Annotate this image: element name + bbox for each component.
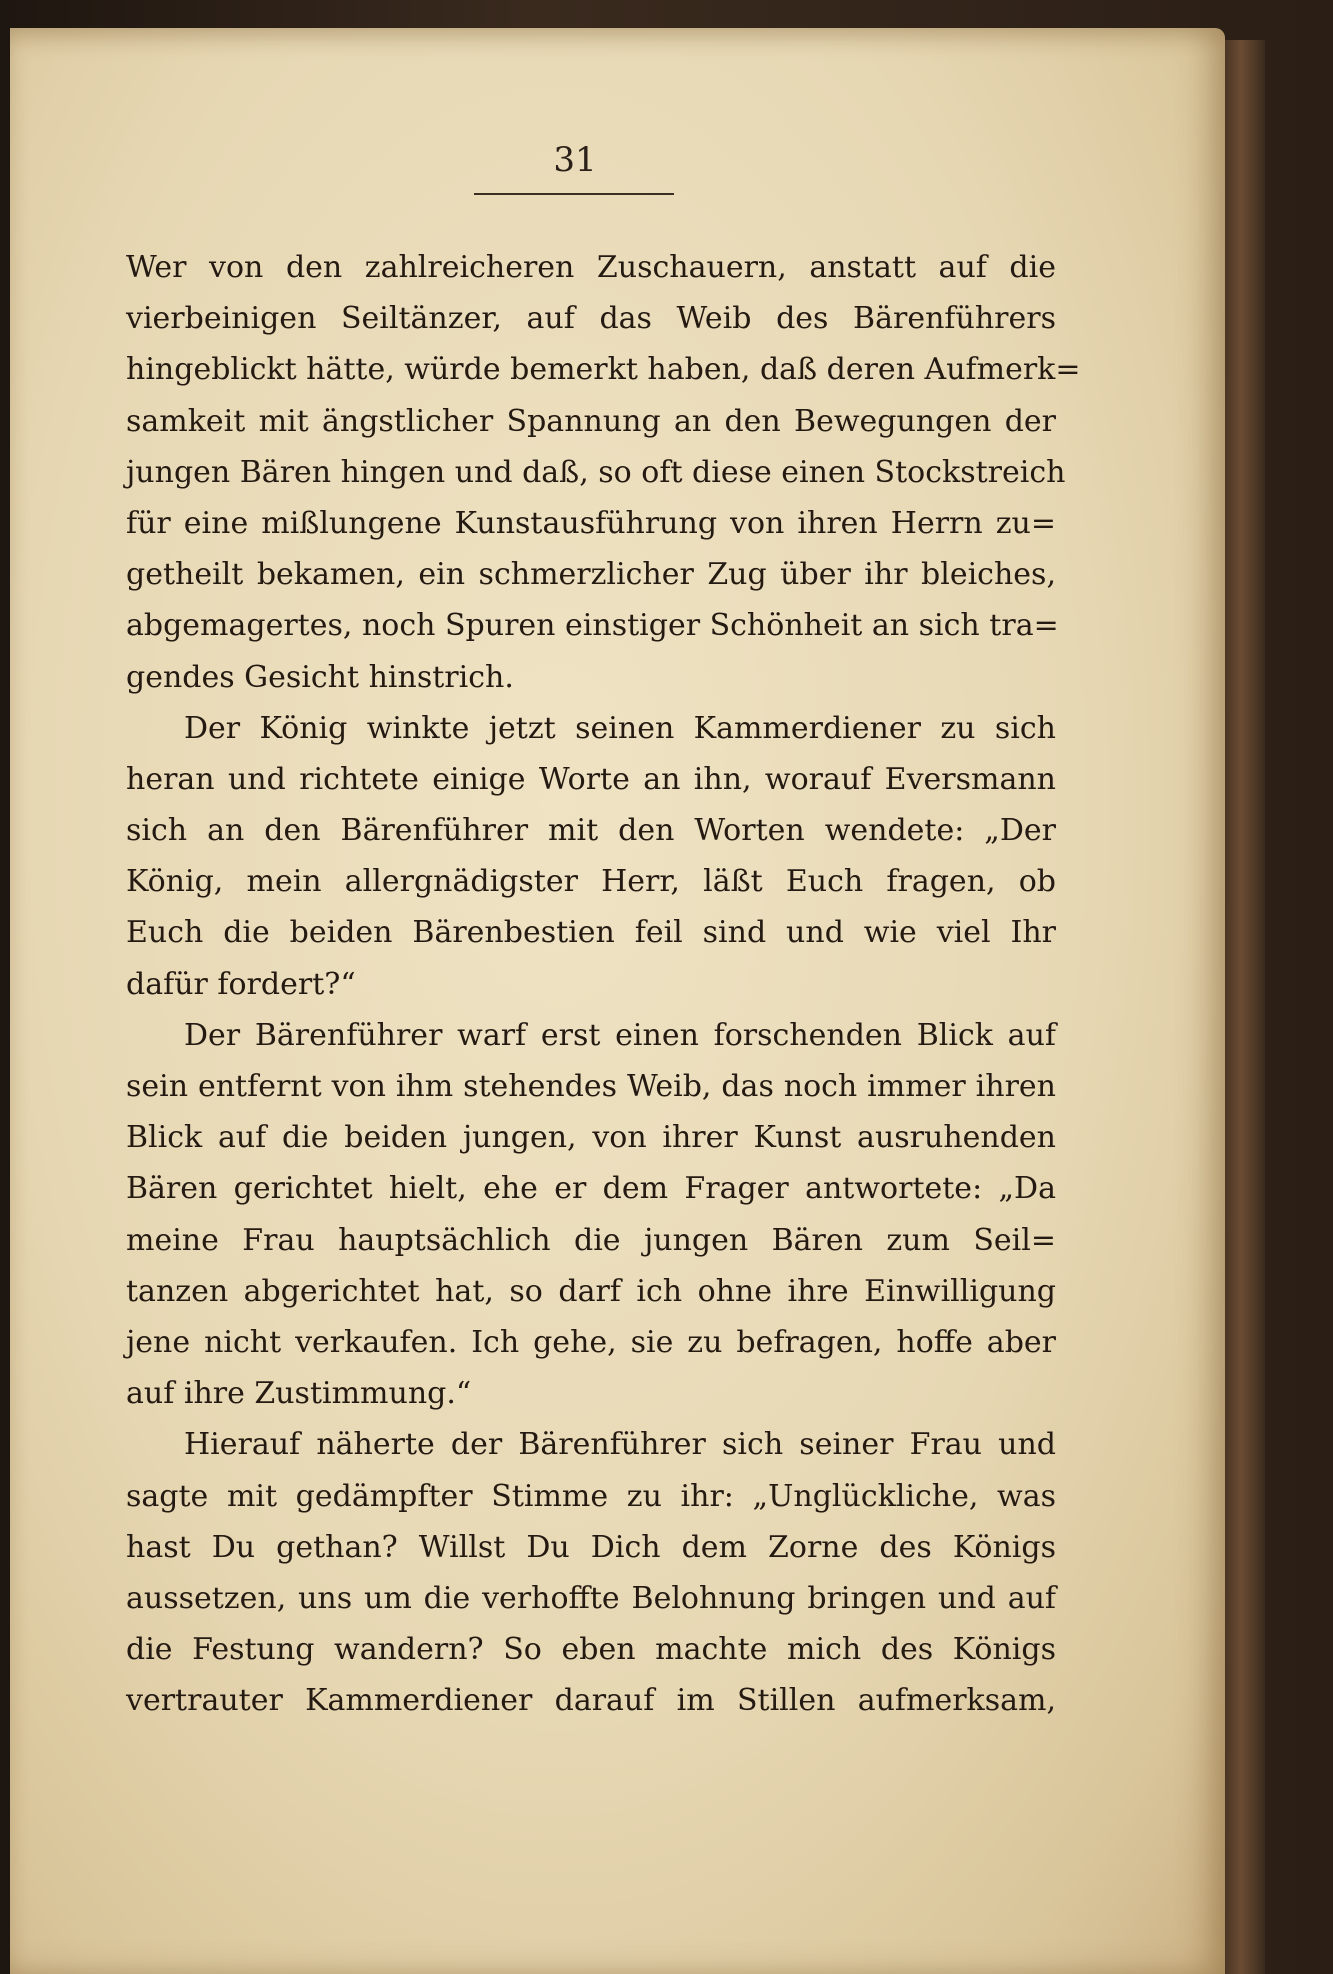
text-line: sich an den Bärenführer mit den Worten wendete: „Der xyxy=(126,813,1056,849)
text-line: vierbeinigen Seiltänzer, auf das Weib des Bärenführers xyxy=(126,301,1056,337)
text-line: Der König winkte jetzt seinen Kammerdiener zu sich xyxy=(184,710,1056,746)
text-line: sein entfernt von ihm stehendes Weib, das noch immer ihren xyxy=(126,1069,1056,1104)
text-line: abgemagertes, noch Spuren einstiger Schönheit an sich tra= xyxy=(126,608,1059,644)
text-line: König, mein allergnädigster Herr, läßt Euch fragen, ob xyxy=(126,864,1056,900)
text-line: getheilt bekamen, ein schmerzlicher Zug über ihr bleiches, xyxy=(126,557,1056,593)
text-line: Euch die beiden Bärenbestien feil sind und wie viel Ihr xyxy=(126,915,1056,951)
text-line: jungen Bären hingen und daß, so oft diese einen Stockstreich xyxy=(126,454,1066,490)
text-line: die Festung wandern? So eben machte mich des Königs xyxy=(126,1632,1056,1668)
text-line: Wer von den zahlreicheren Zuschauern, anstatt auf die xyxy=(126,250,1056,285)
text-line: meine Frau hauptsächlich die jungen Bären zum Seil= xyxy=(126,1222,1056,1258)
text-line: sagte mit gedämpfter Stimme zu ihr: „Unglückliche, was xyxy=(126,1478,1056,1514)
header-rule xyxy=(474,193,674,195)
text-line: heran und richtete einige Worte an ihn, worauf Eversmann xyxy=(126,761,1056,797)
text-line: hingeblickt hätte, würde bemerkt haben, daß deren Aufmerk= xyxy=(126,352,1081,388)
text-line: Hierauf näherte der Bärenführer sich seiner Frau und xyxy=(184,1427,1056,1463)
text-line: für eine mißlungene Kunstausführung von ihren Herrn zu= xyxy=(126,505,1056,541)
text-line: Bären gerichtet hielt, ehe er dem Frager antwortete: „Da xyxy=(126,1171,1056,1207)
text-line: tanzen abgerichtet hat, so darf ich ohne ihre Einwilligung xyxy=(126,1273,1056,1309)
text-line: jene nicht verkaufen. Ich gehe, sie zu befragen, hoffe aber xyxy=(126,1324,1056,1360)
text-line: gendes Gesicht hinstrich. xyxy=(126,659,514,695)
book-spine-edge xyxy=(1225,40,1265,1974)
body-text xyxy=(126,242,1081,1726)
text-line: dafür fordert?“ xyxy=(126,966,356,1002)
page-number: 31 xyxy=(553,140,597,180)
text-line: samkeit mit ängstlicher Spannung an den Bewegungen der xyxy=(126,403,1056,439)
text-line: vertrauter Kammerdiener darauf im Stillen aufmerksam, xyxy=(126,1683,1056,1719)
text-line: Der Bärenführer warf erst einen forschenden Blick auf xyxy=(184,1017,1056,1053)
text-line: Blick auf die beiden jungen, von ihrer Kunst ausruhenden xyxy=(126,1120,1056,1156)
text-line: aussetzen, uns um die verhoffte Belohnung bringen und auf xyxy=(126,1580,1056,1616)
text-line: hast Du gethan? Willst Du Dich dem Zorne des Königs xyxy=(126,1529,1056,1565)
text-line: auf ihre Zustimmung.“ xyxy=(126,1376,472,1412)
